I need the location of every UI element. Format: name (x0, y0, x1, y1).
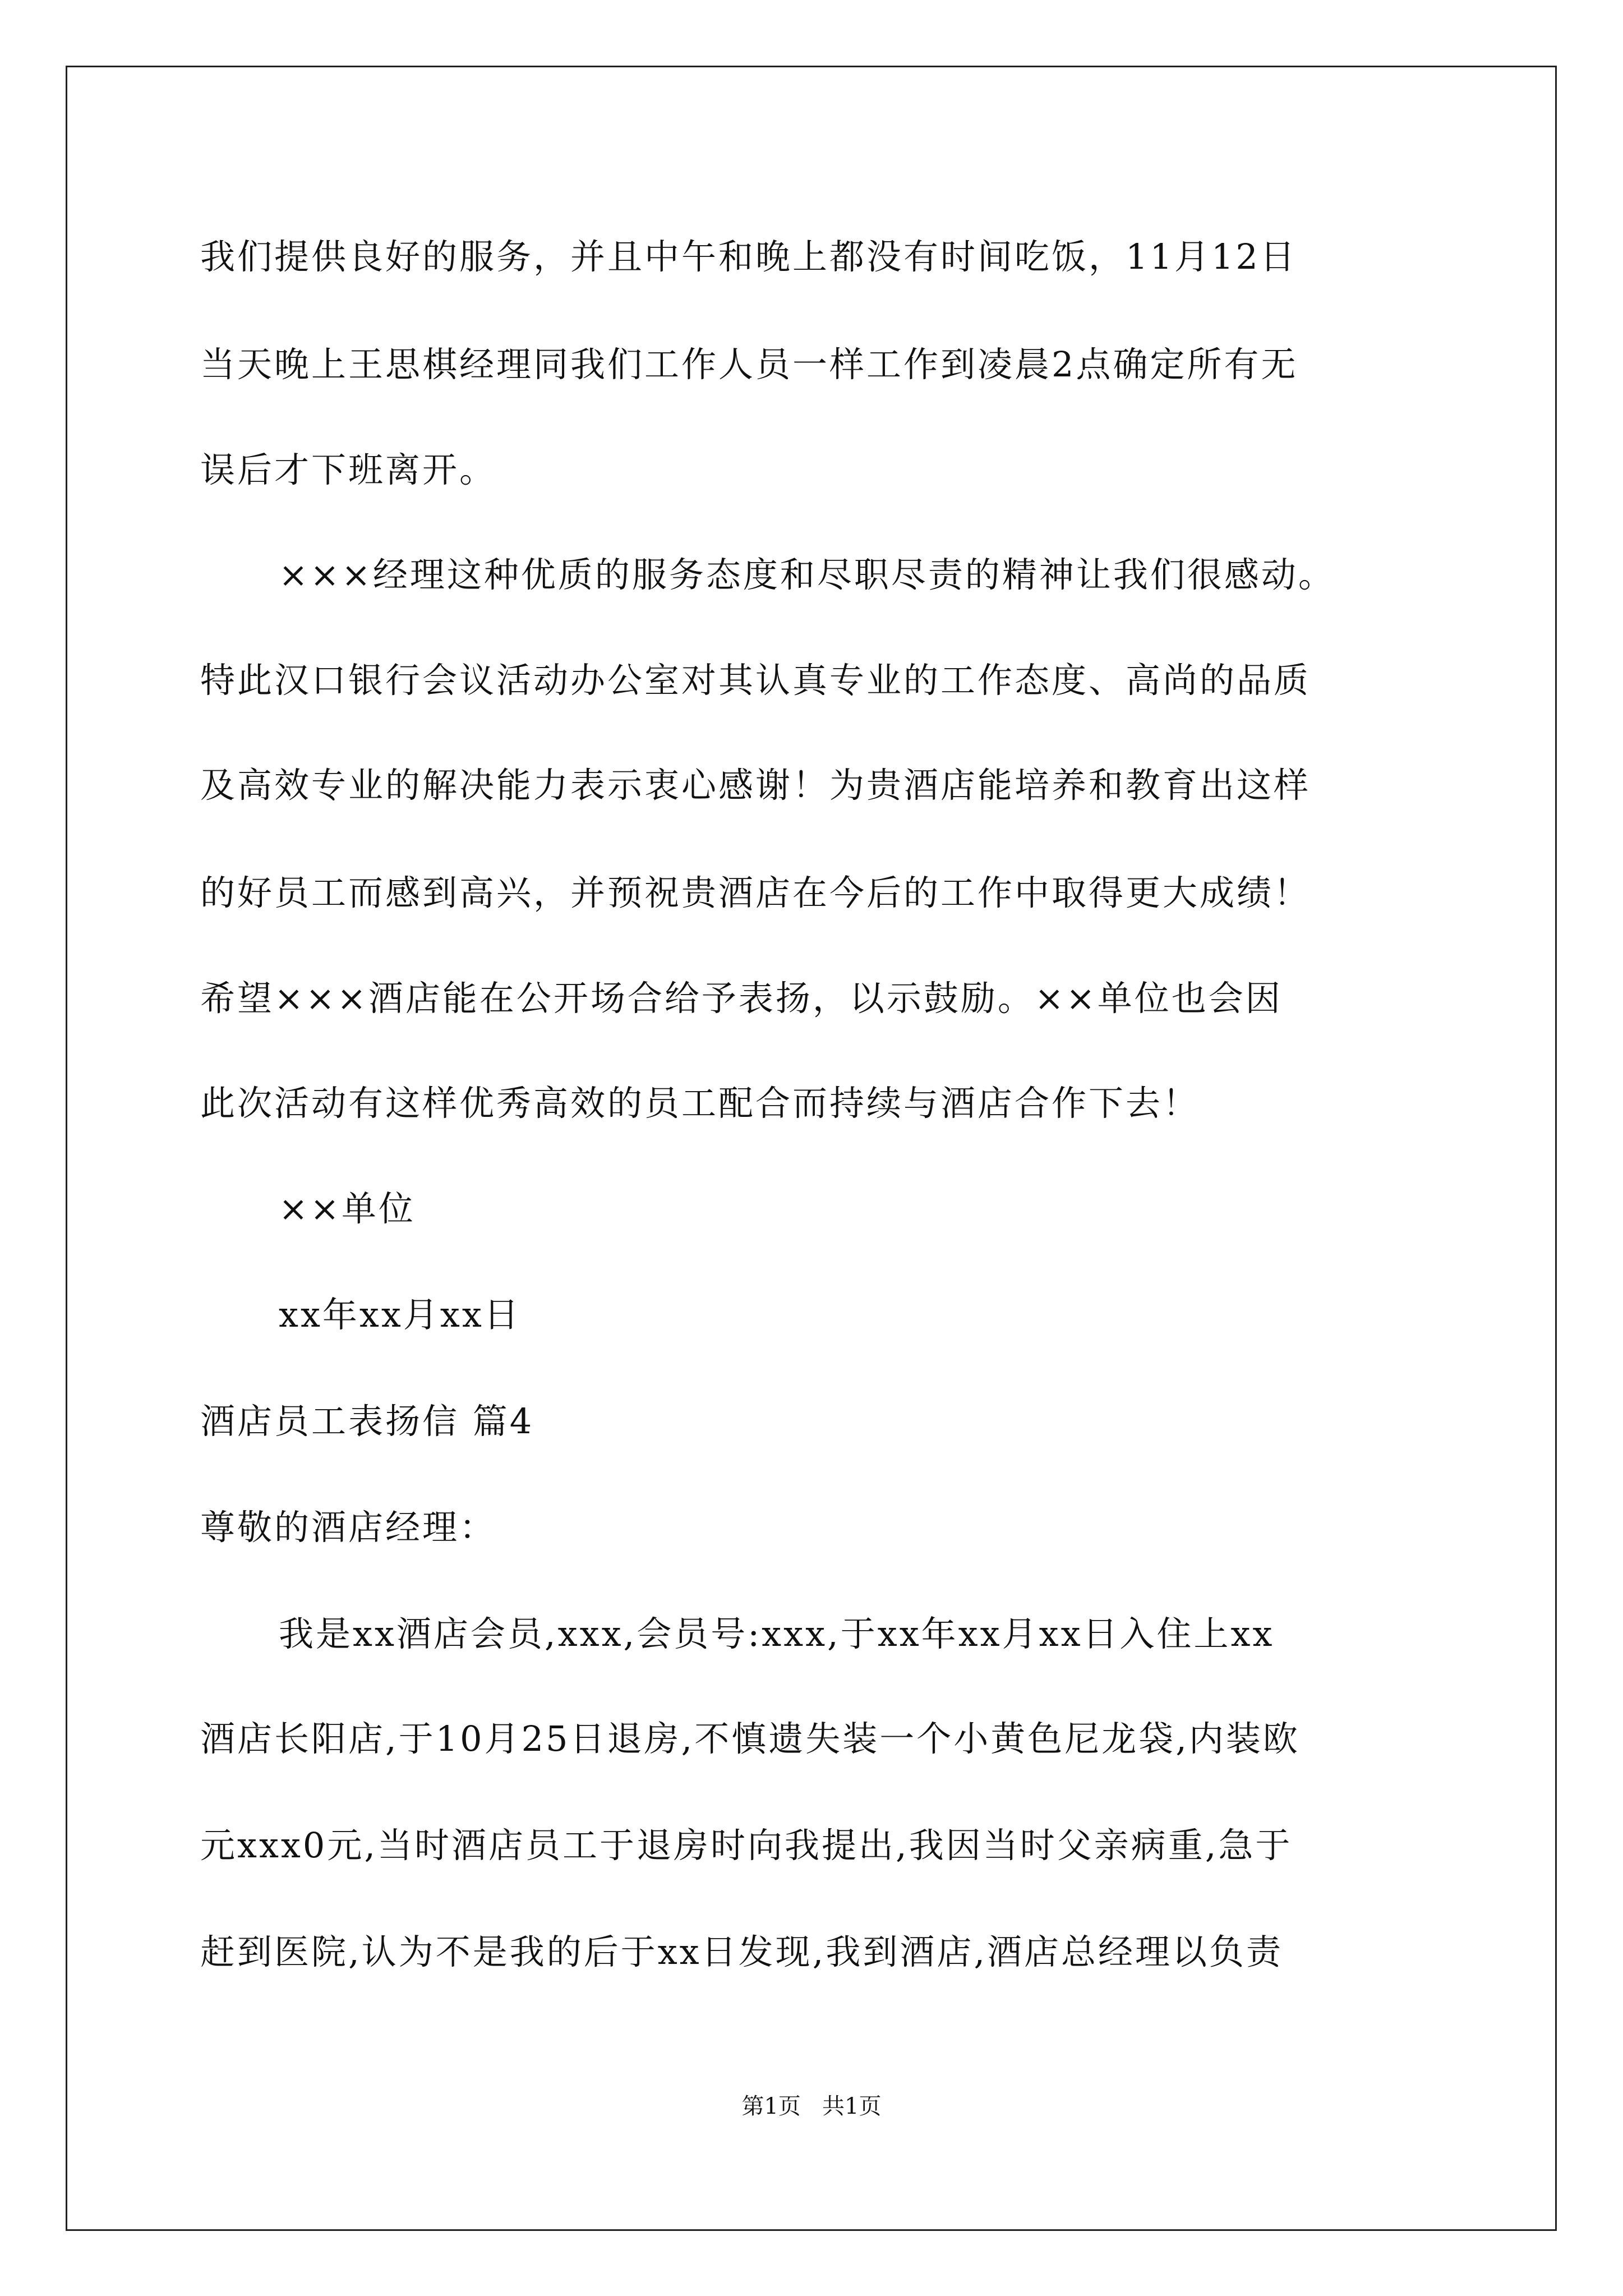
text-line: 元xxx0元,当时酒店员工于退房时向我提出,我因当时父亲病重,急于 (200, 1825, 1293, 1866)
page-border (66, 66, 1557, 2231)
text-line: 希望×××酒店能在公开场合给予表扬，以示鼓励。××单位也会因 (200, 978, 1283, 1019)
text-line: 我是xx酒店会员,xxx,会员号:xxx,于xx年xx月xx日入住上xx (279, 1613, 1275, 1654)
text-line: 及高效专业的解决能力表示衷心感谢！为贵酒店能培养和教育出这样 (200, 765, 1311, 806)
text-line: 赶到医院,认为不是我的后于xx日发现,我到酒店,酒店总经理以负责 (200, 1931, 1284, 1972)
text-line: 误后才下班离开。 (200, 449, 497, 490)
page-footer: 第1页 共1页 (741, 2093, 882, 2119)
section-heading: 酒店员工表扬信 篇4 (200, 1401, 534, 1442)
text-line: 我们提供良好的服务，并且中午和晚上都没有时间吃饭，11月12日 (200, 236, 1297, 277)
text-line: 酒店长阳店,于10月25日退房,不慎遗失装一个小黄色尼龙袋,内装欧 (200, 1718, 1300, 1759)
salutation: 尊敬的酒店经理： (200, 1507, 497, 1548)
signature-unit: ××单位 (279, 1188, 416, 1229)
text-line: 特此汉口银行会议活动办公室对其认真专业的工作态度、高尚的品质 (200, 660, 1311, 701)
text-line: 此次活动有这样优秀高效的员工配合而持续与酒店合作下去！ (200, 1083, 1200, 1124)
text-line: 的好员工而感到高兴，并预祝贵酒店在今后的工作中取得更大成绩！ (200, 872, 1311, 913)
text-line: 当天晚上王思棋经理同我们工作人员一样工作到凌晨2点确定所有无 (200, 344, 1298, 385)
text-line: ×××经理这种优质的服务态度和尽职尽责的精神让我们很感动。 (279, 554, 1335, 595)
signature-date: xx年xx月xx日 (279, 1294, 521, 1335)
